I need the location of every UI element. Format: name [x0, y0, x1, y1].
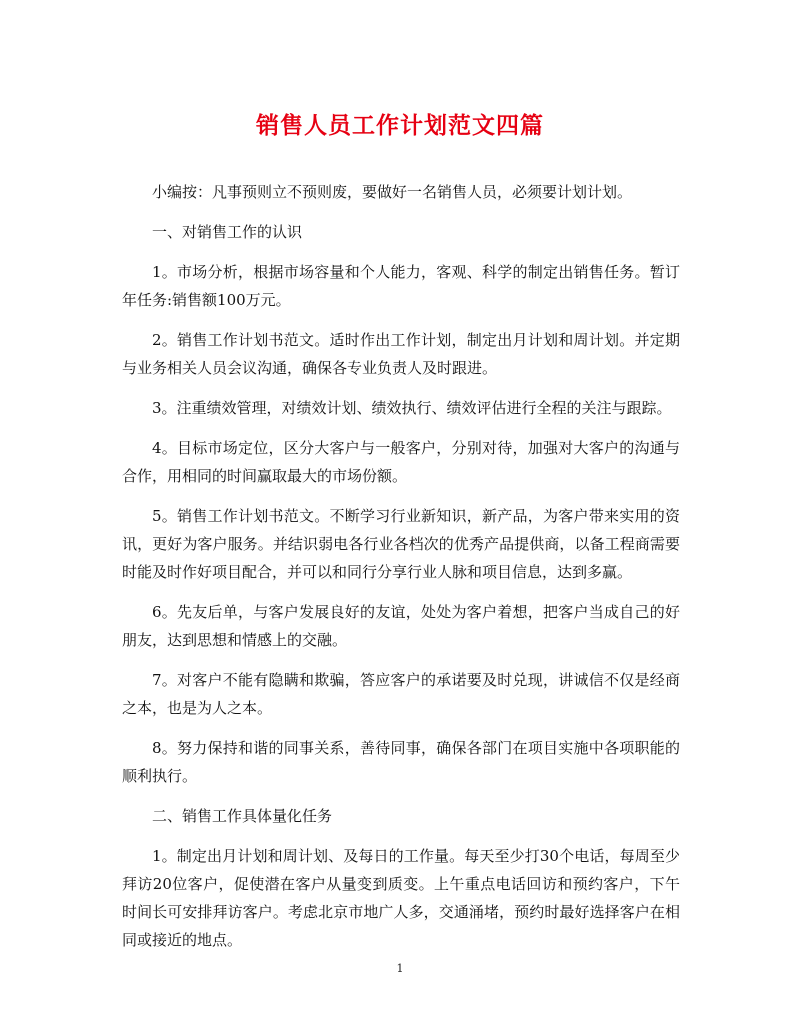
paragraph: 1。市场分析，根据市场容量和个人能力，客观、科学的制定出销售任务。暂订年任务:销售额100万元。 — [122, 263, 680, 309]
paragraph: 4。目标市场定位，区分大客户与一般客户，分别对待，加强对大客户的沟通与合作，用相同的时间赢取最大的市场份额。 — [122, 439, 680, 485]
section-heading-1: 一、对销售工作的认识 — [152, 223, 303, 241]
paragraph: 2。销售工作计划书范文。适时作出工作计划，制定出月计划和周计划。并定期与业务相关人员会议沟通，确保各专业负责人及时跟进。 — [122, 331, 680, 377]
paragraph: 1。制定出月计划和周计划、及每日的工作量。每天至少打30个电话，每周至少拜访20位客户，促使潜在客户从量变到质变。上午重点电话回访和预约客户，下午时间长可安排拜访客户。考虑北京市地广人多，交通涌堵，预约时最好选择客户在相同或接近的地点。 — [122, 847, 680, 949]
paragraph: 7。对客户不能有隐瞒和欺骗，答应客户的承诺要及时兑现，讲诚信不仅是经商之本，也是为人之本。 — [122, 671, 680, 717]
document-body — [122, 178, 680, 966]
paragraph: 6。先友后单，与客户发展良好的友谊，处处为客户着想，把客户当成自己的好朋友，达到思想和情感上的交融。 — [122, 603, 680, 649]
intro-paragraph: 小编按：凡事预则立不预则废，要做好一名销售人员，必须要计划计划。 — [152, 183, 633, 201]
paragraph: 5。销售工作计划书范文。不断学习行业新知识，新产品，为客户带来实用的资讯，更好为客户服务。并结识弱电各行业各档次的优秀产品提供商，以备工程商需要时能及时作好项目配合，并可以和同行分享行业人脉和项目信息，达到多赢。 — [122, 507, 680, 581]
document-title: 销售人员工作计划范文四篇 — [256, 112, 544, 139]
page-number: 1 — [396, 962, 404, 975]
section-heading-2: 二、销售工作具体量化任务 — [152, 807, 333, 825]
paragraph: 8。努力保持和谐的同事关系，善待同事，确保各部门在项目实施中各项职能的顺利执行。 — [122, 739, 680, 785]
paragraph: 3。注重绩效管理，对绩效计划、绩效执行、绩效评估进行全程的关注与跟踪。 — [152, 399, 672, 417]
